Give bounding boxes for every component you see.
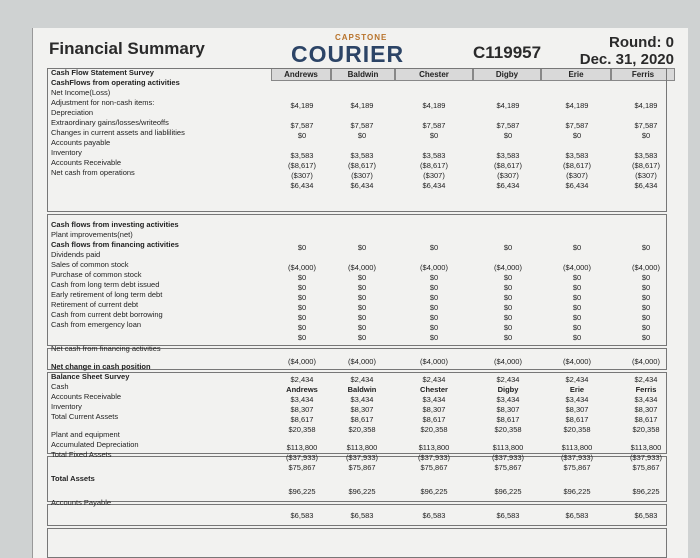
col-header-digby: Digby bbox=[473, 68, 541, 81]
col-header-andrews: Andrews bbox=[271, 68, 331, 81]
label-retirement-current: Retirement of current debt bbox=[51, 300, 139, 309]
label-bs-survey: Balance Sheet Survey bbox=[51, 372, 130, 381]
net-cash-financing-value: ($4,000) bbox=[563, 357, 591, 366]
sales-stock-value: $0 bbox=[357, 273, 367, 282]
extraordinary-value: $0 bbox=[572, 131, 582, 140]
company-name: Andrews bbox=[286, 385, 318, 394]
total-fixed-value: $75,867 bbox=[420, 463, 448, 472]
net-income-value: $4,189 bbox=[290, 101, 314, 110]
accounts-payable-value: $3,583 bbox=[290, 151, 314, 160]
net-change-cash-value: $2,434 bbox=[422, 375, 446, 384]
emergency-loan-value: $0 bbox=[503, 333, 513, 342]
company-name: Digby bbox=[497, 385, 519, 394]
total-current-value: $20,358 bbox=[420, 425, 448, 434]
label-early-retirement: Early retirement of long term debt bbox=[51, 290, 163, 299]
accum-depreciation-value: ($37,933) bbox=[285, 453, 319, 462]
label-cfs-survey: Cash Flow Statement Survey bbox=[51, 68, 154, 77]
company-name: Ferris bbox=[635, 385, 657, 394]
total-fixed-value: $75,867 bbox=[348, 463, 376, 472]
label-accum-depreciation: Accumulated Depreciation bbox=[51, 440, 139, 449]
company-column-chester bbox=[405, 81, 463, 521]
cash-value: $3,434 bbox=[350, 395, 374, 404]
accounts-payable-value: $3,583 bbox=[565, 151, 589, 160]
plant-equipment-value: $113,800 bbox=[418, 443, 450, 452]
round-info bbox=[580, 34, 674, 68]
col-header-ferris: Ferris bbox=[611, 68, 675, 81]
courier-logo: COURIER bbox=[291, 41, 405, 67]
lt-debt-value: $0 bbox=[429, 293, 439, 302]
emergency-loan-value: $0 bbox=[357, 333, 367, 342]
company-name: Erie bbox=[569, 385, 585, 394]
report-code: C119957 bbox=[473, 43, 542, 62]
label-current-borrowing: Cash from current debt borrowing bbox=[51, 310, 163, 319]
emergency-loan-value: $0 bbox=[572, 333, 582, 342]
current-borrowing-value: $0 bbox=[297, 323, 307, 332]
dividends-value: ($4,000) bbox=[288, 263, 316, 272]
extraordinary-value: $0 bbox=[429, 131, 439, 140]
early-retirement-value: $0 bbox=[429, 303, 439, 312]
spacer bbox=[51, 178, 281, 220]
label-purchase-stock: Purchase of common stock bbox=[51, 270, 142, 279]
accum-depreciation-value: ($37,933) bbox=[345, 453, 379, 462]
net-cash-financing-value: ($4,000) bbox=[494, 357, 522, 366]
accum-depreciation-value: ($37,933) bbox=[560, 453, 594, 462]
purchase-stock-value: $0 bbox=[503, 283, 513, 292]
bs-receivable-value: $8,307 bbox=[422, 405, 446, 414]
current-borrowing-value: $0 bbox=[641, 323, 651, 332]
total-assets-value: $96,225 bbox=[348, 487, 376, 496]
inventory-change-value: ($8,617) bbox=[632, 161, 660, 170]
current-borrowing-value: $0 bbox=[429, 323, 439, 332]
current-borrowing-value: $0 bbox=[572, 323, 582, 332]
plant-equipment-value: $113,800 bbox=[346, 443, 378, 452]
bs-receivable-value: $8,307 bbox=[496, 405, 520, 414]
label-net-income: Net Income(Loss) bbox=[51, 88, 111, 97]
net-cash-ops-value: $6,434 bbox=[290, 181, 314, 190]
receivable-change-value: ($307) bbox=[566, 171, 588, 180]
early-retirement-value: $0 bbox=[503, 303, 513, 312]
label-net-cash-ops: Net cash from operations bbox=[51, 168, 135, 177]
spacer bbox=[51, 484, 281, 498]
net-change-cash-value: $2,434 bbox=[290, 375, 314, 384]
net-cash-ops-value: $6,434 bbox=[634, 181, 658, 190]
retire-current-value: $0 bbox=[429, 313, 439, 322]
dividends-value: ($4,000) bbox=[563, 263, 591, 272]
total-assets-value: $96,225 bbox=[632, 487, 660, 496]
bs-inventory-value: $8,617 bbox=[634, 415, 658, 424]
inventory-change-value: ($8,617) bbox=[288, 161, 316, 170]
plant-improvements-value: $0 bbox=[429, 243, 439, 252]
receivable-change-value: ($307) bbox=[635, 171, 657, 180]
total-current-value: $20,358 bbox=[494, 425, 522, 434]
total-current-value: $20,358 bbox=[632, 425, 660, 434]
accounts-payable-bs-value: $6,583 bbox=[634, 511, 658, 520]
liabilities-group bbox=[47, 528, 667, 558]
label-accounts-payable-bs: Accounts Payable bbox=[51, 498, 112, 507]
logo-tagline: CAPSTONE bbox=[335, 33, 388, 42]
accounts-payable-bs-value: $6,583 bbox=[350, 511, 374, 520]
label-depreciation: Depreciation bbox=[51, 108, 94, 117]
retire-current-value: $0 bbox=[503, 313, 513, 322]
label-total-fixed: Total Fixed Assets bbox=[51, 450, 112, 459]
spacer bbox=[51, 354, 281, 362]
lt-debt-value: $0 bbox=[297, 293, 307, 302]
net-cash-ops-value: $6,434 bbox=[422, 181, 446, 190]
lt-debt-value: $0 bbox=[572, 293, 582, 302]
plant-equipment-value: $113,800 bbox=[286, 443, 318, 452]
label-financing: Cash flows from financing activities bbox=[51, 240, 179, 249]
row-labels bbox=[51, 68, 281, 508]
purchase-stock-value: $0 bbox=[641, 283, 651, 292]
bs-receivable-value: $8,307 bbox=[634, 405, 658, 414]
cash-value: $3,434 bbox=[565, 395, 589, 404]
total-fixed-value: $75,867 bbox=[632, 463, 660, 472]
total-current-value: $20,358 bbox=[348, 425, 376, 434]
bs-inventory-value: $8,617 bbox=[290, 415, 314, 424]
net-income-value: $4,189 bbox=[565, 101, 589, 110]
dividends-value: ($4,000) bbox=[348, 263, 376, 272]
label-plant-improvements: Plant improvements(net) bbox=[51, 230, 133, 239]
net-income-value: $4,189 bbox=[496, 101, 520, 110]
company-name: Baldwin bbox=[347, 385, 377, 394]
purchase-stock-value: $0 bbox=[572, 283, 582, 292]
net-cash-financing-value: ($4,000) bbox=[288, 357, 316, 366]
accum-depreciation-value: ($37,933) bbox=[491, 453, 525, 462]
label-plant-equipment: Plant and equipment bbox=[51, 430, 120, 439]
net-cash-financing-value: ($4,000) bbox=[348, 357, 376, 366]
accounts-payable-value: $3,583 bbox=[350, 151, 374, 160]
depreciation-value: $7,587 bbox=[496, 121, 520, 130]
lt-debt-value: $0 bbox=[641, 293, 651, 302]
retire-current-value: $0 bbox=[297, 313, 307, 322]
emergency-loan-value: $0 bbox=[641, 333, 651, 342]
plant-equipment-value: $113,800 bbox=[630, 443, 662, 452]
net-cash-ops-value: $6,434 bbox=[350, 181, 374, 190]
lt-debt-value: $0 bbox=[503, 293, 513, 302]
cash-value: $3,434 bbox=[496, 395, 520, 404]
label-net-cash-financing: Net cash from financing activities bbox=[51, 344, 161, 353]
net-change-cash-value: $2,434 bbox=[634, 375, 658, 384]
total-current-value: $20,358 bbox=[288, 425, 316, 434]
label-inventory: Inventory bbox=[51, 148, 82, 157]
sales-stock-value: $0 bbox=[503, 273, 513, 282]
net-income-value: $4,189 bbox=[350, 101, 374, 110]
inventory-change-value: ($8,617) bbox=[563, 161, 591, 170]
net-change-cash-value: $2,434 bbox=[496, 375, 520, 384]
label-accounts-payable: Accounts payable bbox=[51, 138, 111, 147]
depreciation-value: $7,587 bbox=[350, 121, 374, 130]
sales-stock-value: $0 bbox=[429, 273, 439, 282]
plant-equipment-value: $113,800 bbox=[561, 443, 593, 452]
net-cash-ops-value: $6,434 bbox=[565, 181, 589, 190]
total-assets-value: $96,225 bbox=[420, 487, 448, 496]
company-column-digby bbox=[479, 81, 537, 521]
net-cash-financing-value: ($4,000) bbox=[420, 357, 448, 366]
emergency-loan-value: $0 bbox=[297, 333, 307, 342]
financial-summary-sheet bbox=[32, 28, 688, 558]
label-emergency-loan: Cash from emergency loan bbox=[51, 320, 142, 329]
label-sales-stock: Sales of common stock bbox=[51, 260, 129, 269]
accounts-payable-bs-value: $6,583 bbox=[422, 511, 446, 520]
cash-value: $3,434 bbox=[422, 395, 446, 404]
emergency-loan-value: $0 bbox=[429, 333, 439, 342]
accum-depreciation-value: ($37,933) bbox=[629, 453, 663, 462]
retire-current-value: $0 bbox=[572, 313, 582, 322]
spacer bbox=[51, 330, 281, 344]
accounts-payable-bs-value: $6,583 bbox=[290, 511, 314, 520]
depreciation-value: $7,587 bbox=[290, 121, 314, 130]
label-adjustment: Adjustment for non-cash items: bbox=[51, 98, 155, 107]
total-assets-value: $96,225 bbox=[494, 487, 522, 496]
col-header-erie: Erie bbox=[541, 68, 611, 81]
round-date: Dec. 31, 2020 bbox=[579, 51, 674, 68]
label-net-change-cash: Net change in cash position bbox=[51, 362, 151, 371]
company-column-erie bbox=[548, 81, 606, 521]
label-lt-debt-issued: Cash from long term debt issued bbox=[51, 280, 160, 289]
extraordinary-value: $0 bbox=[503, 131, 513, 140]
net-cash-ops-value: $6,434 bbox=[496, 181, 520, 190]
depreciation-value: $7,587 bbox=[422, 121, 446, 130]
bs-inventory-value: $8,617 bbox=[350, 415, 374, 424]
current-borrowing-value: $0 bbox=[503, 323, 513, 332]
early-retirement-value: $0 bbox=[641, 303, 651, 312]
label-operating: CashFlows from operating activities bbox=[51, 78, 180, 87]
accounts-payable-bs-value: $6,583 bbox=[565, 511, 589, 520]
total-fixed-value: $75,867 bbox=[494, 463, 522, 472]
receivable-change-value: ($307) bbox=[423, 171, 445, 180]
plant-improvements-value: $0 bbox=[503, 243, 513, 252]
total-current-value: $20,358 bbox=[563, 425, 591, 434]
bs-inventory-value: $8,617 bbox=[565, 415, 589, 424]
retire-current-value: $0 bbox=[357, 313, 367, 322]
label-bs-inventory: Inventory bbox=[51, 402, 82, 411]
accounts-payable-bs-value: $6,583 bbox=[496, 511, 520, 520]
cash-value: $3,434 bbox=[290, 395, 314, 404]
accounts-payable-value: $3,583 bbox=[496, 151, 520, 160]
inventory-change-value: ($8,617) bbox=[348, 161, 376, 170]
plant-improvements-value: $0 bbox=[357, 243, 367, 252]
lt-debt-value: $0 bbox=[357, 293, 367, 302]
net-income-value: $4,189 bbox=[422, 101, 446, 110]
label-changes: Changes in current assets and liablilities bbox=[51, 128, 185, 137]
early-retirement-value: $0 bbox=[357, 303, 367, 312]
total-assets-value: $96,225 bbox=[563, 487, 591, 496]
label-total-assets: Total Assets bbox=[51, 474, 95, 483]
extraordinary-value: $0 bbox=[357, 131, 367, 140]
accounts-payable-value: $3,583 bbox=[422, 151, 446, 160]
net-cash-financing-value: ($4,000) bbox=[632, 357, 660, 366]
company-column-baldwin bbox=[333, 81, 391, 521]
spacer bbox=[51, 422, 281, 430]
receivable-change-value: ($307) bbox=[497, 171, 519, 180]
accounts-payable-value: $3,583 bbox=[634, 151, 658, 160]
plant-equipment-value: $113,800 bbox=[492, 443, 524, 452]
label-dividends: Dividends paid bbox=[51, 250, 101, 259]
extraordinary-value: $0 bbox=[641, 131, 651, 140]
page-title: Financial Summary bbox=[49, 39, 205, 58]
label-total-current: Total Current Assets bbox=[51, 412, 119, 421]
label-cash: Cash bbox=[51, 382, 69, 391]
company-column-ferris bbox=[617, 81, 675, 521]
bs-receivable-value: $8,307 bbox=[565, 405, 589, 414]
header bbox=[33, 28, 688, 68]
plant-improvements-value: $0 bbox=[641, 243, 651, 252]
dividends-value: ($4,000) bbox=[494, 263, 522, 272]
early-retirement-value: $0 bbox=[572, 303, 582, 312]
col-header-baldwin: Baldwin bbox=[331, 68, 395, 81]
bs-receivable-value: $8,307 bbox=[350, 405, 374, 414]
bs-inventory-value: $8,617 bbox=[496, 415, 520, 424]
inventory-change-value: ($8,617) bbox=[420, 161, 448, 170]
purchase-stock-value: $0 bbox=[429, 283, 439, 292]
total-assets-value: $96,225 bbox=[288, 487, 316, 496]
label-extraordinary: Extraordinary gains/losses/writeoffs bbox=[51, 118, 169, 127]
plant-improvements-value: $0 bbox=[297, 243, 307, 252]
extraordinary-value: $0 bbox=[297, 131, 307, 140]
retire-current-value: $0 bbox=[641, 313, 651, 322]
early-retirement-value: $0 bbox=[297, 303, 307, 312]
accum-depreciation-value: ($37,933) bbox=[417, 453, 451, 462]
current-borrowing-value: $0 bbox=[357, 323, 367, 332]
plant-improvements-value: $0 bbox=[572, 243, 582, 252]
net-change-cash-value: $2,434 bbox=[350, 375, 374, 384]
receivable-change-value: ($307) bbox=[291, 171, 313, 180]
total-fixed-value: $75,867 bbox=[288, 463, 316, 472]
net-income-value: $4,189 bbox=[634, 101, 658, 110]
sales-stock-value: $0 bbox=[297, 273, 307, 282]
label-investing: Cash flows from investing activities bbox=[51, 220, 179, 229]
bs-receivable-value: $8,307 bbox=[290, 405, 314, 414]
cash-value: $3,434 bbox=[634, 395, 658, 404]
sales-stock-value: $0 bbox=[641, 273, 651, 282]
dividends-value: ($4,000) bbox=[420, 263, 448, 272]
total-fixed-value: $75,867 bbox=[563, 463, 591, 472]
col-header-chester: Chester bbox=[395, 68, 473, 81]
company-name: Chester bbox=[420, 385, 448, 394]
spacer bbox=[51, 460, 281, 474]
inventory-change-value: ($8,617) bbox=[494, 161, 522, 170]
company-column-andrews bbox=[273, 81, 331, 521]
depreciation-value: $7,587 bbox=[634, 121, 658, 130]
purchase-stock-value: $0 bbox=[297, 283, 307, 292]
round-label: Round: 0 bbox=[609, 34, 674, 51]
receivable-change-value: ($307) bbox=[351, 171, 373, 180]
label-bs-receivable: Accounts Receivable bbox=[51, 392, 122, 401]
net-change-cash-value: $2,434 bbox=[565, 375, 589, 384]
purchase-stock-value: $0 bbox=[357, 283, 367, 292]
bs-inventory-value: $8,617 bbox=[422, 415, 446, 424]
depreciation-value: $7,587 bbox=[565, 121, 589, 130]
sales-stock-value: $0 bbox=[572, 273, 582, 282]
dividends-value: ($4,000) bbox=[632, 263, 660, 272]
label-accounts-receivable: Accounts Receivable bbox=[51, 158, 122, 167]
